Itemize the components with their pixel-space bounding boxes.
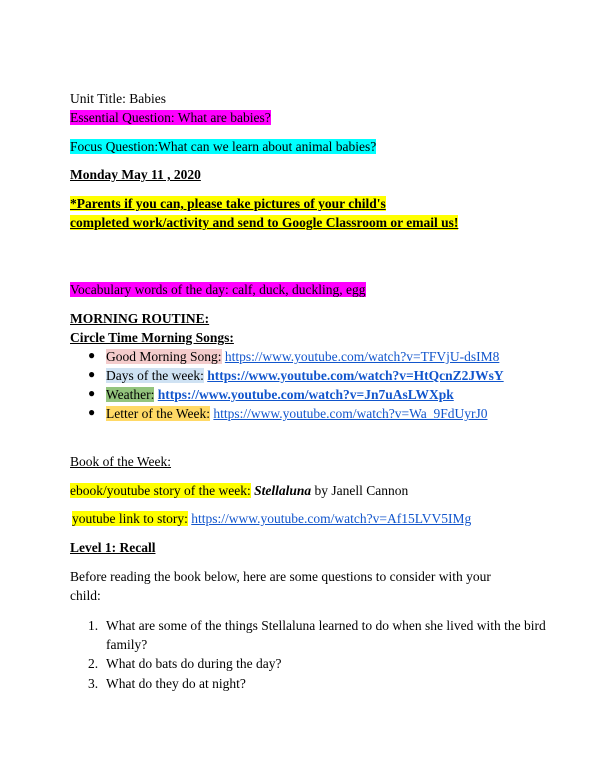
essential-question: Essential Question: What are babies? bbox=[70, 110, 271, 125]
ebook-line: ebook/youtube story of the week: Stellaluna by Janell Cannon bbox=[70, 483, 409, 498]
question-number: 3. bbox=[88, 676, 99, 691]
song-item-weather: Weather: https://www.youtube.com/watch?v=Jn7uAsLWXpk bbox=[106, 387, 454, 402]
book-title: Stellaluna bbox=[254, 483, 312, 498]
focus-question: Focus Question:What can we learn about animal babies? bbox=[70, 139, 377, 154]
date-heading: Monday May 11 , 2020 bbox=[70, 167, 201, 182]
song-item-good-morning: Good Morning Song: https://www.youtube.com/watch?v=TFVjU-dsIM8 bbox=[106, 349, 500, 364]
youtube-line: youtube link to story: https://www.youtube.com/watch?v=Af15LVV5IMg bbox=[72, 511, 472, 526]
song-item-days-of-week: Days of the week: https://www.youtube.com/watch?v=HtQcnZ2JWsY bbox=[106, 368, 504, 383]
bullet-icon: ● bbox=[88, 348, 96, 362]
song-link-letter-of-week[interactable]: https://www.youtube.com/watch?v=Wa_9FdUyrJ0 bbox=[213, 406, 488, 421]
bullet-icon: ● bbox=[88, 405, 96, 419]
bullet-icon: ● bbox=[88, 367, 96, 381]
question-text: What do they do at night? bbox=[106, 676, 246, 691]
song-item-letter-of-week: Letter of the Week: https://www.youtube.com/watch?v=Wa_9FdUyrJ0 bbox=[106, 406, 488, 421]
vocabulary-line: Vocabulary words of the day: calf, duck, duckling, egg bbox=[70, 282, 366, 297]
song-link-good-morning[interactable]: https://www.youtube.com/watch?v=TFVjU-dsIM8 bbox=[224, 349, 500, 364]
circle-time-heading: Circle Time Morning Songs: bbox=[70, 330, 234, 345]
morning-routine-heading: MORNING ROUTINE: bbox=[70, 311, 210, 326]
book-of-week-heading: Book of the Week: bbox=[70, 454, 172, 469]
parents-note-line-1: *Parents if you can, please take pictures of your child's bbox=[70, 196, 386, 211]
intro-line-2: child: bbox=[70, 588, 101, 603]
level-1-heading: Level 1: Recall bbox=[70, 540, 156, 555]
bullet-icon: ● bbox=[88, 386, 96, 400]
unit-title: Unit Title: Babies bbox=[70, 91, 167, 106]
intro-line-1: Before reading the book below, here are some questions to consider with your bbox=[70, 569, 491, 584]
youtube-story-link[interactable]: https://www.youtube.com/watch?v=Af15LVV5IMg bbox=[191, 511, 472, 526]
parents-note-line-2: completed work/activity and send to Google Classroom or email us! bbox=[70, 215, 459, 230]
question-text: What are some of the things Stellaluna learned to do when she lived with the bird family? bbox=[106, 618, 546, 652]
song-link-days-of-week[interactable]: https://www.youtube.com/watch?v=HtQcnZ2JWsY bbox=[207, 368, 504, 383]
question-number: 1. bbox=[88, 618, 99, 633]
question-number: 2. bbox=[88, 656, 99, 671]
song-link-weather[interactable]: https://www.youtube.com/watch?v=Jn7uAsLWXpk bbox=[157, 387, 454, 402]
question-text: What do bats do during the day? bbox=[106, 656, 282, 671]
